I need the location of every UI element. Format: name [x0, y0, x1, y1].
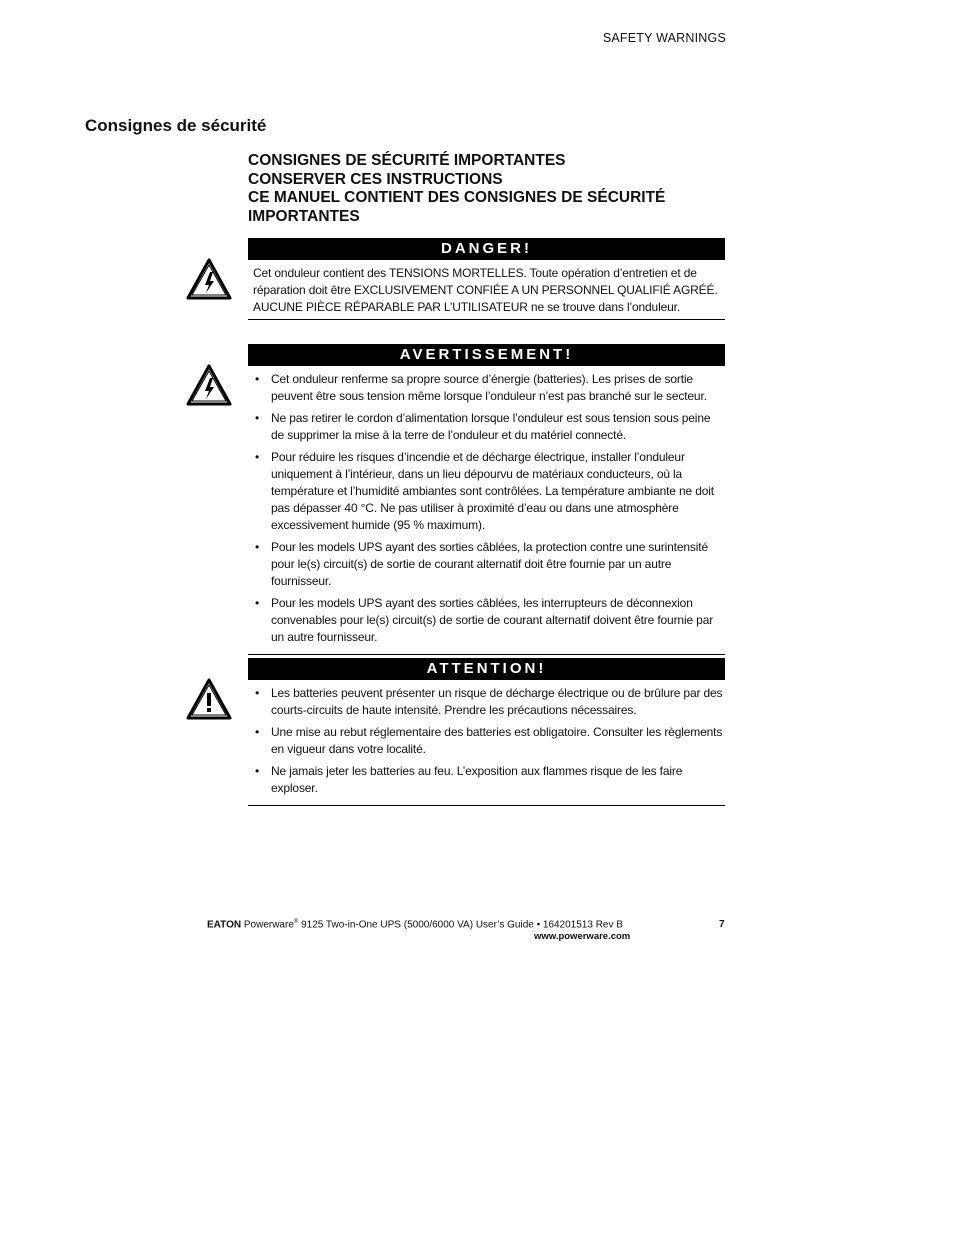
footer-brand: EATON: [207, 919, 242, 931]
important-line: CE MANUEL CONTIENT DES CONSIGNES DE SÉCURITÉ IMPORTANTES: [248, 189, 666, 225]
important-notice: [248, 152, 728, 226]
caution-header: ATTENTION!: [248, 658, 725, 680]
danger-header: DANGER!: [248, 238, 725, 260]
footer-description: 9125 Two-in-One UPS (5000/6000 VA) User’s Guide • 164201513 Rev B: [298, 919, 623, 931]
list-item: • Pour les models UPS ayant des sorties câblées, les interrupteurs de déconnexion convenables pour le(s) circuit(s) de sortie de courant alternatif doivent être fournie par un autre fournisseur.: [248, 595, 725, 646]
footer-product: Powerware: [243, 919, 294, 931]
electrical-hazard-icon: [186, 258, 232, 300]
list-item: • Les batteries peuvent présenter un risque de décharge électrique ou de brûlure par des courts-circuits de haute intensité. Prendre les précautions nécessaires.: [248, 685, 725, 719]
footer-citation: [207, 919, 623, 930]
important-line: CONSERVER CES INSTRUCTIONS: [248, 170, 503, 188]
footer-reg-mark: ®: [293, 919, 299, 925]
warning-box: [248, 344, 725, 655]
list-item: • Ne jamais jeter les batteries au feu. L’exposition aux flammes risque de les faire exploser.: [248, 763, 725, 797]
warning-list: [248, 366, 725, 654]
list-item: • Pour les models UPS ayant des sorties câblées, la protection contre une surintensité pour le(s) circuit(s) de sortie de courant alternatif doit être fournie par un autre fournisseur.: [248, 539, 725, 590]
electrical-hazard-icon: [186, 364, 232, 406]
important-line: CONSIGNES DE SÉCURITÉ IMPORTANTES: [248, 152, 566, 169]
warning-header: AVERTISSEMENT!: [248, 344, 725, 366]
running-head: SAFETY WARNINGS: [602, 31, 726, 45]
danger-text: Cet onduleur contient des TENSIONS MORTELLES. Toute opération d’entretien et de réparation doit être EXCLUSIVEMENT CONFIÉE A UN PERSONNEL QUALIFIÉ AGRÉÉ. AUCUNE PIÈCE RÉPARABLE PAR L’UTILISATEUR ne se trouve dans l’onduleur.: [248, 260, 725, 320]
list-item: • Cet onduleur renferme sa propre source d’énergie (batteries). Les prises de sortie peuvent être sous tension même lorsque l’onduleur n’est pas branché sur le secteur.: [248, 371, 725, 405]
footer-url: www.powerware.com: [534, 931, 631, 942]
exclamation-warning-icon: [186, 678, 232, 720]
caution-box: [248, 658, 725, 806]
list-item: • Pour réduire les risques d’incendie et de décharge électrique, installer l’onduleur uniquement à l’intérieur, dans un lieu dépourvu de matériaux conducteurs, où la température et l’humidité ambiantes sont contrôlées. La température ambiante ne doit pas dépasser 40 °C. Ne pas utiliser à proximité d’eau ou dans une atmosphère excessivement humide (95 % maximum).: [248, 449, 725, 534]
caution-list: [248, 680, 725, 805]
list-item: • Ne pas retirer le cordon d’alimentation lorsque l’onduleur est sous tension sous peine de supprimer la mise à la terre de l’onduleur et du matériel connecté.: [248, 410, 725, 444]
danger-box: [248, 238, 725, 320]
page-number: 7: [719, 919, 725, 930]
list-item: • Une mise au rebut réglementaire des batteries est obligatoire. Consulter les règlements en vigueur dans votre localité.: [248, 724, 725, 758]
section-title: Consignes de sécurité: [85, 116, 267, 135]
